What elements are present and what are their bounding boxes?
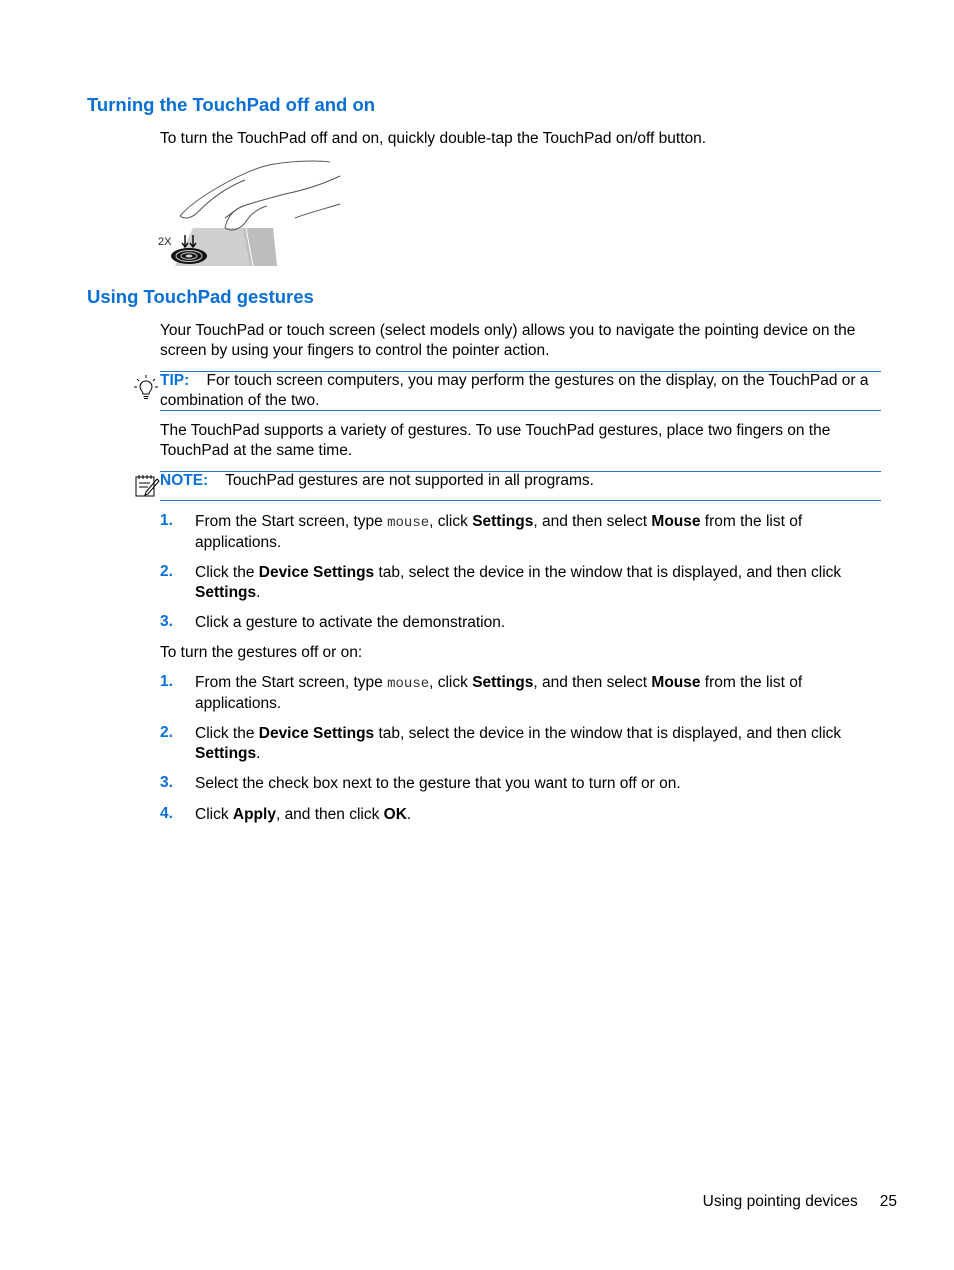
bold-settings: Settings bbox=[195, 584, 257, 601]
step-text: tab, select the device in the window that is displayed, and then click bbox=[374, 564, 842, 581]
step-text: from the list of applications. bbox=[195, 674, 803, 712]
step-text: from the list of applications. bbox=[195, 513, 803, 551]
step-text: tab, select the device in the window that is displayed, and then click bbox=[374, 725, 842, 742]
step-number: 1. bbox=[160, 673, 173, 690]
tip-text: For touch screen computers, you may perform the gestures on the display, on the TouchPad or a combination of the two. bbox=[160, 372, 869, 409]
bold-ok: OK bbox=[383, 806, 407, 823]
touchpad-double-tap-illustration bbox=[155, 158, 345, 268]
paragraph-toggle-instructions: To turn the TouchPad off and on, quickly double-tap the TouchPad on/off button. bbox=[160, 130, 707, 147]
step-text: , and then click bbox=[275, 806, 384, 823]
step-number: 3. bbox=[160, 613, 173, 630]
step-text: Click the bbox=[195, 725, 259, 742]
bold-settings: Settings bbox=[472, 674, 534, 691]
bold-settings: Settings bbox=[195, 745, 257, 762]
page-footer bbox=[703, 1193, 897, 1211]
list-item bbox=[160, 673, 881, 714]
double-tap-label: 2X bbox=[158, 236, 172, 248]
step-number: 2. bbox=[160, 724, 173, 741]
list-item bbox=[160, 563, 881, 603]
bold-settings: Settings bbox=[472, 513, 534, 530]
step-text: , and then select bbox=[533, 513, 652, 530]
step-number: 3. bbox=[160, 774, 173, 791]
step-text: From the Start screen, type bbox=[195, 513, 388, 530]
section-heading-touchpad-gestures: Using TouchPad gestures bbox=[87, 286, 314, 307]
bold-device-settings: Device Settings bbox=[258, 564, 375, 581]
bold-mouse: Mouse bbox=[651, 674, 701, 691]
footer-section-name: Using pointing devices bbox=[702, 1193, 858, 1210]
paragraph-gestures-intro: Your TouchPad or touch screen (select models only) allows you to navigate the pointing device on the screen by using your fingers to control the pointer action. bbox=[160, 322, 856, 359]
tip-callout bbox=[160, 371, 883, 410]
list-item bbox=[160, 774, 881, 794]
page-number: 25 bbox=[879, 1193, 897, 1210]
step-text: . bbox=[256, 584, 261, 601]
step-text: . bbox=[406, 806, 412, 823]
bold-device-settings: Device Settings bbox=[258, 725, 375, 742]
note-callout bbox=[160, 471, 881, 491]
step-text: , click bbox=[429, 674, 473, 691]
lightbulb-icon bbox=[134, 374, 158, 400]
note-bottom-rule bbox=[160, 500, 881, 501]
step-text: , click bbox=[429, 513, 473, 530]
step-text: , and then select bbox=[533, 674, 652, 691]
note-pad-icon bbox=[134, 473, 160, 497]
paragraph-gesture-support: The TouchPad supports a variety of gestures. To use TouchPad gestures, place two fingers on the TouchPad at the same time. bbox=[160, 422, 831, 459]
list-item bbox=[160, 805, 881, 825]
step-text: . bbox=[256, 745, 261, 762]
bold-mouse: Mouse bbox=[651, 513, 701, 530]
paragraph-toggle-gestures: To turn the gestures off or on: bbox=[160, 644, 363, 661]
list-item bbox=[160, 613, 881, 633]
step-number: 2. bbox=[160, 563, 173, 580]
step-number: 4. bbox=[160, 805, 173, 822]
section-heading-touchpad-toggle: Turning the TouchPad off and on bbox=[87, 94, 376, 115]
step-text: Click bbox=[195, 806, 233, 823]
step-text: Select the check box next to the gesture that you want to turn off or on. bbox=[195, 775, 681, 792]
tip-bottom-rule bbox=[160, 410, 881, 411]
note-label: NOTE: bbox=[160, 472, 209, 489]
note-text: TouchPad gestures are not supported in all programs. bbox=[225, 472, 594, 489]
code-mouse: mouse bbox=[387, 515, 430, 531]
list-item bbox=[160, 724, 881, 764]
list-item bbox=[160, 512, 881, 553]
step-text: Click a gesture to activate the demonstration. bbox=[195, 614, 506, 631]
step-number: 1. bbox=[160, 512, 173, 529]
code-mouse: mouse bbox=[387, 676, 430, 692]
hand-drawing-icon bbox=[180, 161, 340, 230]
step-text: Click the bbox=[195, 564, 259, 581]
step-text: From the Start screen, type bbox=[195, 674, 388, 691]
power-button-icon bbox=[171, 248, 207, 264]
bold-apply: Apply bbox=[232, 806, 276, 823]
tip-label: TIP: bbox=[160, 372, 190, 389]
